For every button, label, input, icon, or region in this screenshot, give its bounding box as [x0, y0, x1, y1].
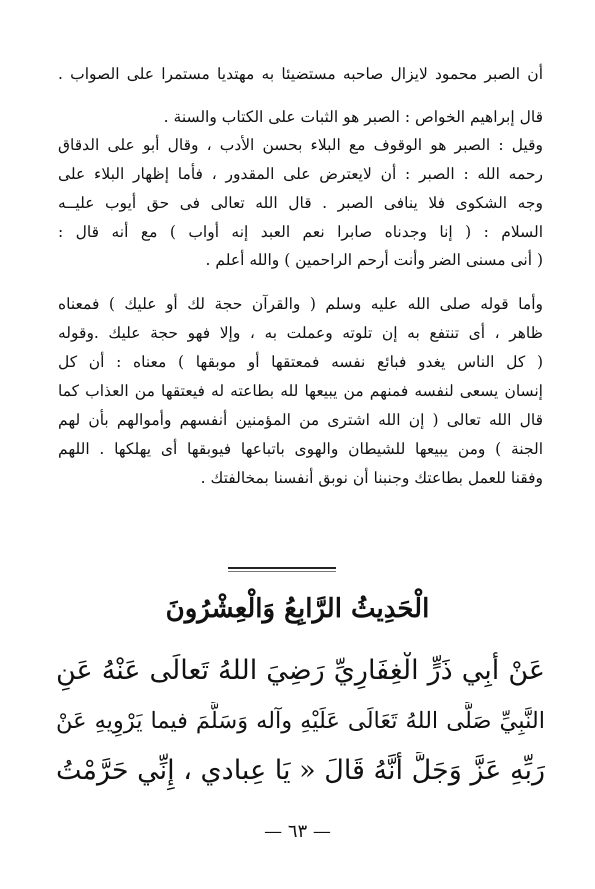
text-line: ( كل الناس يغدو فبائع نفسه فمعتقها أو موبقها ) معناه : أن كل	[58, 353, 543, 371]
text-line: وجه الشكوى فلا ينافى الصبر . قال الله تعالى فى حق أيوب عليــه	[58, 194, 543, 212]
text-line: قال إبراهيم الخواص : الصبر هو الثبات على الكتاب والسنة .	[163, 108, 543, 126]
text-line: رحمه الله : الصبر : أن لايعترض على المقدور ، فأما إظهار البلاء على	[58, 165, 543, 183]
text-line: وفقنا للعمل بطاعتك وجنبنا أن نوبق أنفسنا بمخالفتك .	[200, 469, 543, 487]
text-line: قال الله تعالى ( إن الله اشترى من المؤمنين أنفسهم وأموالهم بأن لهم	[58, 411, 543, 429]
hadith-line: عَنْ أَبِي ذَرٍّ الْغِفَارِيِّ رَضِيَ اللهُ تَعالَى عَنْهُ عَنِ	[56, 655, 545, 686]
hadith-heading: الْحَدِيثُ الرَّابِعُ وَالْعِشْرُونَ	[165, 594, 430, 624]
text-line: ( أنى مسنى الضر وأنت أرحم الراحمين ) والله أعلم .	[205, 251, 543, 269]
text-line: السلام : ( إنا وجدناه صابرا نعم العبد إنه أواب ) مع أنه قال :	[58, 223, 543, 241]
text-line: إنسان يسعى لنفسه فمنهم من يبيعها لله بطاعته له فيعتقها من العذاب كما	[58, 382, 543, 400]
text-line: وأما قوله صلى الله عليه وسلم ( والقرآن حجة لك أو عليك ) فمعناه	[58, 295, 543, 313]
text-line: الجنة ) ومن يبيعها للشيطان والهوى باتباعها فيوبقها أى يهلكها . اللهم	[58, 440, 543, 458]
text-line: وقيل : الصبر هو الوقوف مع البلاء بحسن الأدب ، وقال أبو على الدقاق	[58, 136, 543, 154]
section-divider-underline	[228, 571, 336, 572]
hadith-line: رَبِّهِ عَزَّ وَجَلَّ أَنَّهُ قَالَ « يَا عِبادي ، إِنِّي حَرَّمْتُ	[56, 755, 545, 786]
text-line: ظاهر ، أى تنتفع به إن تلوته وعملت به ، وإلا فهو حجة عليك .وقوله	[58, 324, 543, 342]
page-number: — ٦٣ —	[264, 821, 331, 842]
section-divider	[228, 567, 336, 569]
text-line: أن الصبر محمود لايزال صاحبه مستضيئا به مهتديا مستمرا على الصواب .	[58, 65, 543, 83]
hadith-line: النَّبِيِّ صَلَّى اللهُ تَعَالَى عَلَيْهِ وآله وَسَلَّمَ فيما يَرْوِيهِ عَنْ	[56, 708, 545, 734]
